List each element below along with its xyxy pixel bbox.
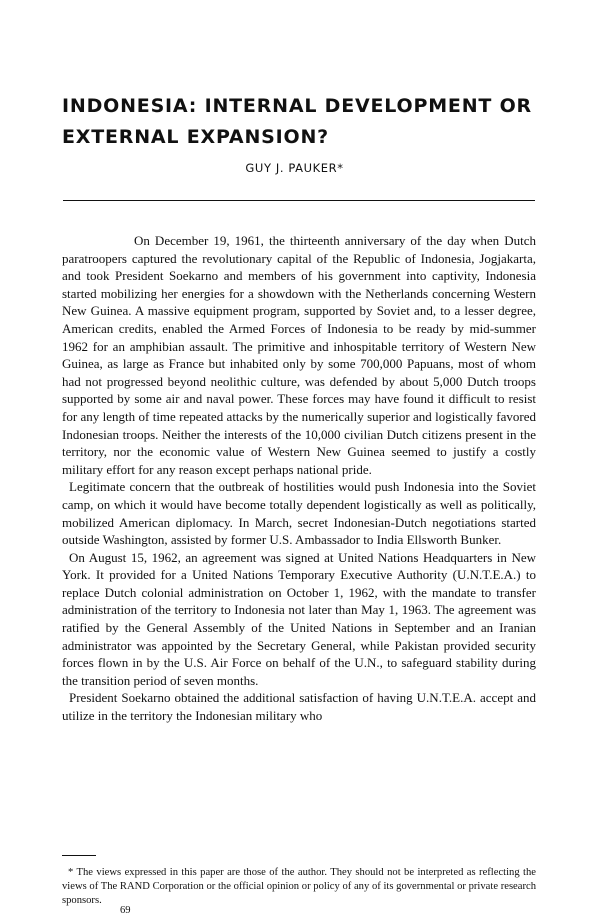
- article-body: [62, 232, 536, 725]
- footnote-divider: [62, 855, 96, 856]
- body-paragraph: President Soekarno obtained the additional satisfaction of having U.N.T.E.A. accept and utilize in the territory the Indonesian military who: [62, 690, 536, 724]
- body-paragraph: Legitimate concern that the outbreak of hostilities would push Indonesia into the Soviet camp, on which it would have become totally dependent logistically as well as politically, mobilized American diplomacy. In March, secret Indonesian-Dutch negotiations started outside Washington, assisted by former U.S. Ambassador to India Ellsworth Bunker.: [62, 479, 536, 548]
- footnote: * The views expressed in this paper are those of the author. They should not be interpreted as reflecting the views of The RAND Corporation or the official opinion or policy of any of its governmental or private research sponsors.: [62, 867, 536, 907]
- body-paragraph: On August 15, 1962, an agreement was signed at United Nations Headquarters in New York. It provided for a United Nations Temporary Executive Authority (U.N.T.E.A.) to replace Dutch colonial administration on October 1, 1962, with the mandate to transfer administration of the territory to Indonesia not later than May 1, 1963. The agreement was ratified by the General Assembly of the United Nations in September and an Iranian administrator was appointed by the Secretary General, while Pakistan provided security forces flown in by the U.S. Air Force on behalf of the U.N., to safeguard stability during the transition period of seven months.: [62, 549, 536, 688]
- article-title: [62, 91, 542, 153]
- title-line-2: EXTERNAL EXPANSION?: [62, 126, 329, 148]
- author-name: GUY J. PAUKER*: [245, 161, 344, 175]
- body-paragraph: On December 19, 1961, the thirteenth anniversary of the day when Dutch paratroopers captured the revolutionary capital of the Republic of Indonesia, Jogjakarta, and took President Soekarno and members of his government into captivity, Indonesia started mobilizing her energies for a showdown with the Netherlands concerning Western New Guinea. A massive equipment program, supported by Soviet and, to a lesser degree, American credits, enabled the Armed Forces of Indonesia to be ready by mid-summer 1962 for an amphibian assault. The primitive and inhospitable territory of Western New Guinea, as large as France but inhabited only by some 700,000 Papuans, most of whom had not progressed beyond neolithic culture, was defended by about 5,000 Dutch troops supported by some air and naval power. These forces may have found it difficult to resist for any length of time repeated attacks by the numerically superior and logistically favored Indonesian troops. Neither the interests of the 10,000 civilian Dutch citizens present in the territory, nor the economic value of Western New Guinea seemed to justify a costly military effort for any reason except perhaps national pride.: [62, 233, 536, 477]
- page-number: 69: [120, 905, 131, 916]
- header-divider: [63, 200, 535, 201]
- title-line-1: INDONESIA: INTERNAL DEVELOPMENT OR: [62, 95, 532, 117]
